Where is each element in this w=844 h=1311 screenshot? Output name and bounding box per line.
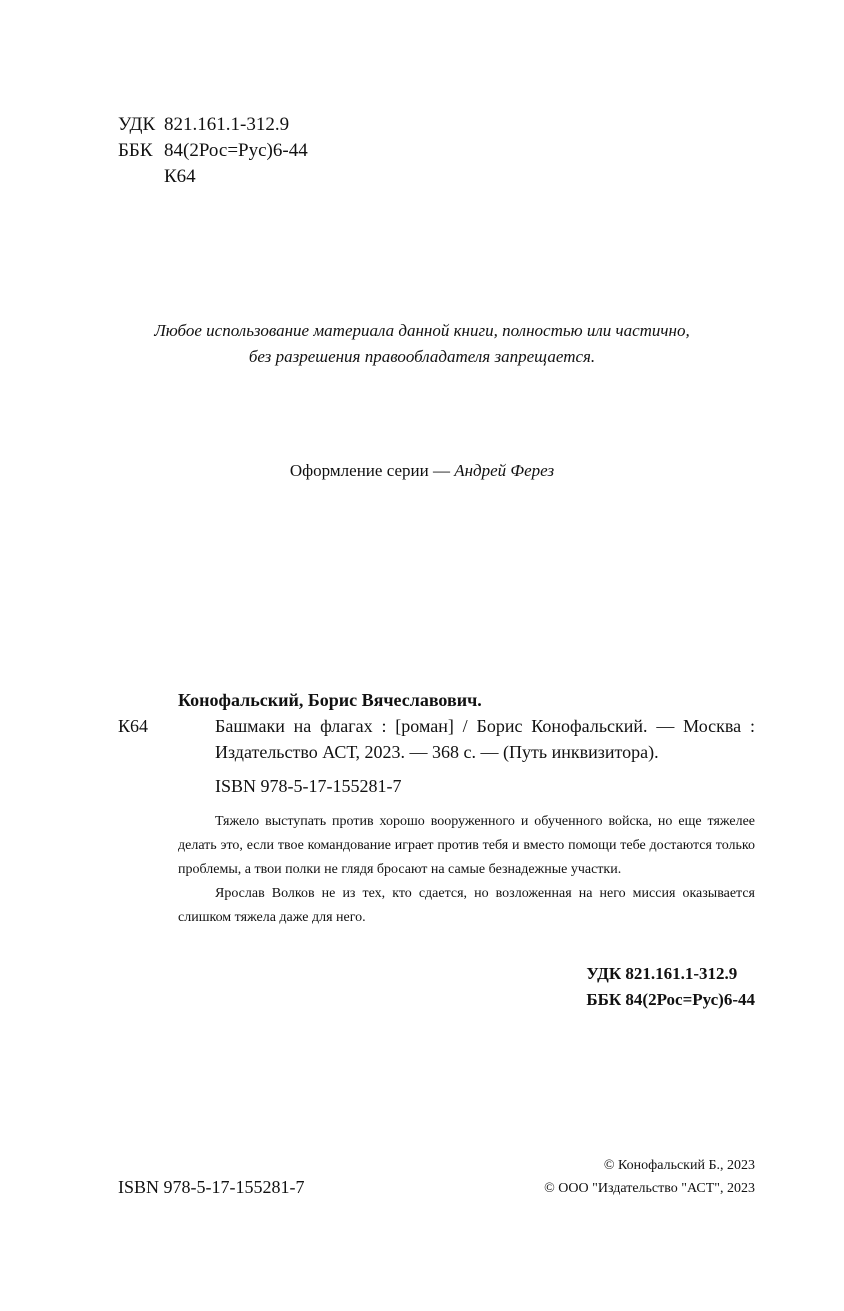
series-design-credit bbox=[0, 458, 844, 484]
annotation bbox=[178, 810, 755, 930]
annotation-paragraph-1: Тяжело выступать против хорошо вооруженного и обученного войска, но еще тяжелее делать это, если твое командование играет против тебя и вместо помощи тебе достаются только проблемы, а твои полки не глядя бросают на самые безнадежные участки. bbox=[178, 814, 755, 877]
bbk-line bbox=[118, 138, 308, 164]
catalog-description: Башмаки на флагах : [роман] / Борис Конофальский. — Москва : Издательство АСТ, 2023. — 368 с. — (Путь инквизитора). bbox=[215, 716, 755, 762]
udk-label: УДК bbox=[118, 114, 156, 135]
udk-line bbox=[118, 112, 289, 138]
annotation-paragraph-2: Ярослав Волков не из тех, кто сдается, но возложенная на него миссия оказывается слишком тяжела даже для него. bbox=[178, 886, 755, 925]
catalog-isbn: ISBN 978-5-17-155281-7 bbox=[215, 776, 402, 796]
bbk-footer: ББК 84(2Рос=Рус)6-44 bbox=[586, 990, 755, 1009]
udk-value: 821.161.1-312.9 bbox=[164, 114, 290, 135]
catalog-author-mark: К64 bbox=[118, 716, 149, 736]
series-designer-name: Андрей Ферез bbox=[454, 461, 555, 480]
classification-footer bbox=[586, 961, 755, 1013]
copyright-publisher: © ООО "Издательство "АСТ", 2023 bbox=[544, 1181, 755, 1196]
copyright-notice-line2: без разрешения правообладателя запрещается. bbox=[248, 347, 596, 366]
footer-isbn: ISBN 978-5-17-155281-7 bbox=[118, 1177, 305, 1197]
series-design-label: Оформление серии — bbox=[289, 461, 455, 480]
bbk-value: 84(2Рос=Рус)6-44 bbox=[164, 140, 308, 161]
udk-footer: УДК 821.161.1-312.9 bbox=[586, 964, 738, 983]
bbk-label: ББК bbox=[118, 140, 153, 161]
catalog-author-heading: Конофальский, Борис Вячеславович. bbox=[178, 690, 482, 710]
copyright-notice-line1: Любое использование материала данной книги, полностью или частично, bbox=[154, 321, 690, 340]
copyright-author: © Конофальский Б., 2023 bbox=[603, 1158, 755, 1173]
author-mark: К64 bbox=[164, 166, 196, 187]
